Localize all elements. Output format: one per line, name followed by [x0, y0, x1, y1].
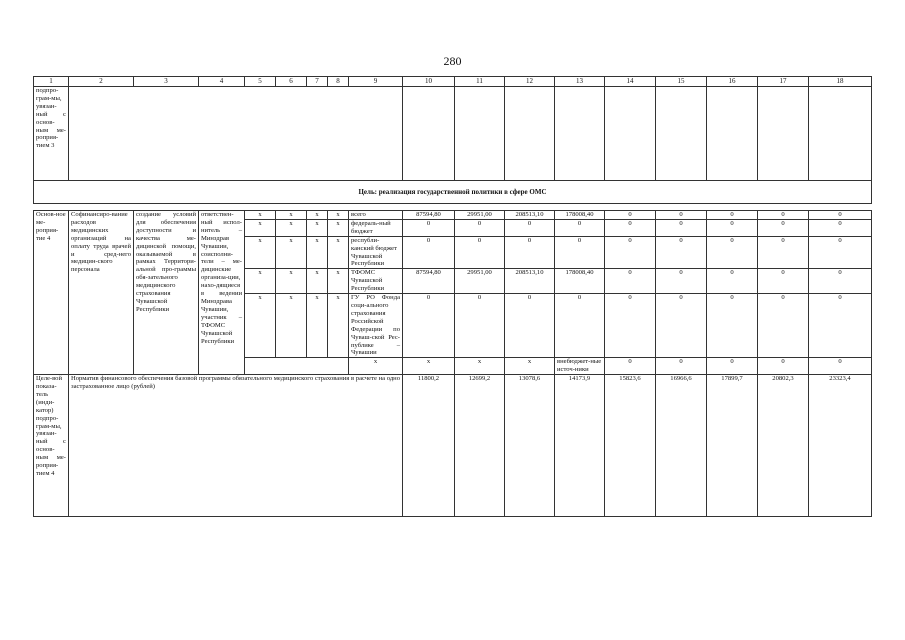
page-number: 280 — [443, 54, 462, 68]
value-cell: 0 — [707, 269, 758, 294]
code-cell: x — [328, 269, 349, 294]
code-cell: x — [328, 219, 349, 236]
spacer-row — [34, 204, 872, 211]
value-cell: 0 — [707, 358, 758, 375]
code-cell: x — [276, 236, 307, 269]
code-cell: x — [403, 358, 455, 375]
empty-cell — [455, 87, 505, 181]
column-header: 18 — [809, 77, 872, 87]
budget-table — [33, 76, 872, 517]
empty-cell — [809, 87, 872, 181]
funding-source: всего — [349, 211, 403, 220]
goal-heading: Цель: реализация государственной политики в сфере ОМС — [34, 181, 872, 204]
value-cell: 0 — [555, 294, 605, 358]
value-cell: 0 — [809, 269, 872, 294]
code-cell: x — [455, 358, 505, 375]
code-cell: x — [245, 269, 276, 294]
column-header: 3 — [134, 77, 199, 87]
code-cell: x — [307, 211, 328, 220]
empty-cell — [276, 358, 307, 375]
value-cell: 208513,10 — [505, 211, 555, 220]
value-cell: 23323,4 — [809, 375, 872, 517]
value-cell: 0 — [758, 219, 809, 236]
value-cell: 87594,80 — [403, 269, 455, 294]
value-cell: 0 — [455, 236, 505, 269]
code-cell: x — [245, 219, 276, 236]
empty-cell — [307, 358, 328, 375]
column-header: 4 — [199, 77, 245, 87]
code-cell: x — [307, 236, 328, 269]
measure-goal: создание условий для обеспечения доступности и качества ме-дицинской помощи, оказываемой в рамках Территори-альной про-граммы обя-зательного медицинского страхования Чувашской Республики — [134, 211, 199, 375]
code-cell: x — [276, 269, 307, 294]
column-header: 6 — [276, 77, 307, 87]
value-cell: 178008,40 — [555, 211, 605, 220]
value-cell: 0 — [809, 219, 872, 236]
empty-cell — [505, 87, 555, 181]
measure-label: Основ-ное ме-роприя-тие 4 — [34, 211, 69, 375]
value-cell: 20802,3 — [758, 375, 809, 517]
code-cell: x — [276, 294, 307, 358]
value-cell: 0 — [505, 294, 555, 358]
code-cell: x — [328, 294, 349, 358]
value-cell: 0 — [455, 294, 505, 358]
code-cell: x — [307, 294, 328, 358]
value-cell: 87594,80 — [403, 211, 455, 220]
column-header: 5 — [245, 77, 276, 87]
column-header: 15 — [656, 77, 707, 87]
value-cell: 0 — [605, 211, 656, 220]
empty-cell — [328, 358, 349, 375]
column-header: 14 — [605, 77, 656, 87]
value-cell: 0 — [809, 211, 872, 220]
value-cell: 0 — [555, 219, 605, 236]
value-cell: 0 — [605, 269, 656, 294]
goal-row — [34, 181, 872, 204]
funding-source: республи-канский бюджет Чувашской Республики — [349, 236, 403, 269]
code-cell: x — [276, 219, 307, 236]
value-cell: 0 — [455, 219, 505, 236]
value-cell: 0 — [758, 294, 809, 358]
value-cell: 12699,2 — [455, 375, 505, 517]
empty-cell — [758, 87, 809, 181]
table-row-subprogram-3 — [34, 87, 872, 181]
value-cell: 0 — [605, 358, 656, 375]
code-cell: x — [245, 294, 276, 358]
value-cell: 0 — [505, 236, 555, 269]
empty-cell — [555, 87, 605, 181]
column-header: 16 — [707, 77, 758, 87]
value-cell: 0 — [809, 358, 872, 375]
column-number-row — [34, 77, 872, 87]
value-cell: 0 — [758, 211, 809, 220]
column-header: 11 — [455, 77, 505, 87]
column-header: 12 — [505, 77, 555, 87]
value-cell: 0 — [656, 219, 707, 236]
measure-executors: ответствен-ный испол-нитель – Минздрав Чувашии, соисполни-тели – ме-дицинские организа-ции, нахо-дящиеся в ведении Минздрава Чувашии, участник – ТФОМС Чувашской Республики — [199, 211, 245, 375]
column-header: 2 — [69, 77, 134, 87]
value-cell: 29951,00 — [455, 211, 505, 220]
value-cell: 0 — [656, 211, 707, 220]
row-label: подпро-грам-мы, увязан-ный с основ-ным ме-роприя-тием 3 — [34, 87, 69, 181]
column-header: 13 — [555, 77, 605, 87]
empty-cell — [69, 87, 403, 181]
empty-cell — [605, 87, 656, 181]
value-cell: 29951,00 — [455, 269, 505, 294]
code-cell: x — [276, 211, 307, 220]
table-row — [34, 211, 872, 220]
value-cell: 0 — [707, 236, 758, 269]
value-cell: 15823,6 — [605, 375, 656, 517]
value-cell: 0 — [758, 269, 809, 294]
code-cell: x — [245, 236, 276, 269]
value-cell: 208513,10 — [505, 269, 555, 294]
value-cell: 0 — [555, 236, 605, 269]
code-cell: x — [349, 358, 403, 375]
indicator-row — [34, 375, 872, 517]
value-cell: 0 — [505, 219, 555, 236]
value-cell: 0 — [403, 294, 455, 358]
value-cell: 0 — [809, 236, 872, 269]
empty-cell — [707, 87, 758, 181]
empty-cell — [403, 87, 455, 181]
column-header: 9 — [349, 77, 403, 87]
funding-source: ГУ РО Фонда соци-ального страхования Российской Федерации по Чуваш-ской Рес-публике – Чувашии — [349, 294, 403, 358]
code-cell: x — [245, 211, 276, 220]
value-cell: 0 — [707, 294, 758, 358]
indicator-label: Целе-вой показа-тель (инди-катор) подпро-грам-мы, увязан-ный с основ-ным ме-роприя-тием 4 — [34, 375, 69, 517]
column-header: 17 — [758, 77, 809, 87]
empty-cell — [245, 358, 276, 375]
column-header: 1 — [34, 77, 69, 87]
value-cell: 0 — [707, 219, 758, 236]
value-cell: 0 — [758, 236, 809, 269]
value-cell: 0 — [656, 269, 707, 294]
value-cell: 13078,6 — [505, 375, 555, 517]
code-cell: x — [328, 236, 349, 269]
value-cell: 178008,40 — [555, 269, 605, 294]
code-cell: x — [328, 211, 349, 220]
value-cell: 14173,9 — [555, 375, 605, 517]
value-cell: 0 — [758, 358, 809, 375]
value-cell: 0 — [809, 294, 872, 358]
value-cell: 16966,6 — [656, 375, 707, 517]
indicator-description: Норматив финансового обеспечения базовой программы обязательного медицинского страхования в расчете на одно застрахованное лицо (рублей) — [69, 375, 403, 517]
empty-cell — [656, 87, 707, 181]
value-cell: 0 — [707, 211, 758, 220]
measure-title: Софинансиро-вание расходов медицинских организаций на оплату труда врачей и сред-него медицин-ского персонала — [69, 211, 134, 375]
column-header: 7 — [307, 77, 328, 87]
funding-source: внебюджет-ные источ-ники — [555, 358, 605, 375]
value-cell: 0 — [403, 219, 455, 236]
code-cell: x — [307, 219, 328, 236]
code-cell: x — [505, 358, 555, 375]
funding-source: федераль-ный бюджет — [349, 219, 403, 236]
value-cell: 17899,7 — [707, 375, 758, 517]
value-cell: 0 — [656, 236, 707, 269]
column-header: 10 — [403, 77, 455, 87]
value-cell: 0 — [656, 294, 707, 358]
value-cell: 0 — [403, 236, 455, 269]
value-cell: 0 — [605, 219, 656, 236]
funding-source: ТФОМС Чувашской Республики — [349, 269, 403, 294]
value-cell: 11800,2 — [403, 375, 455, 517]
value-cell: 0 — [605, 294, 656, 358]
code-cell: x — [307, 269, 328, 294]
value-cell: 0 — [605, 236, 656, 269]
column-header: 8 — [328, 77, 349, 87]
value-cell: 0 — [656, 358, 707, 375]
